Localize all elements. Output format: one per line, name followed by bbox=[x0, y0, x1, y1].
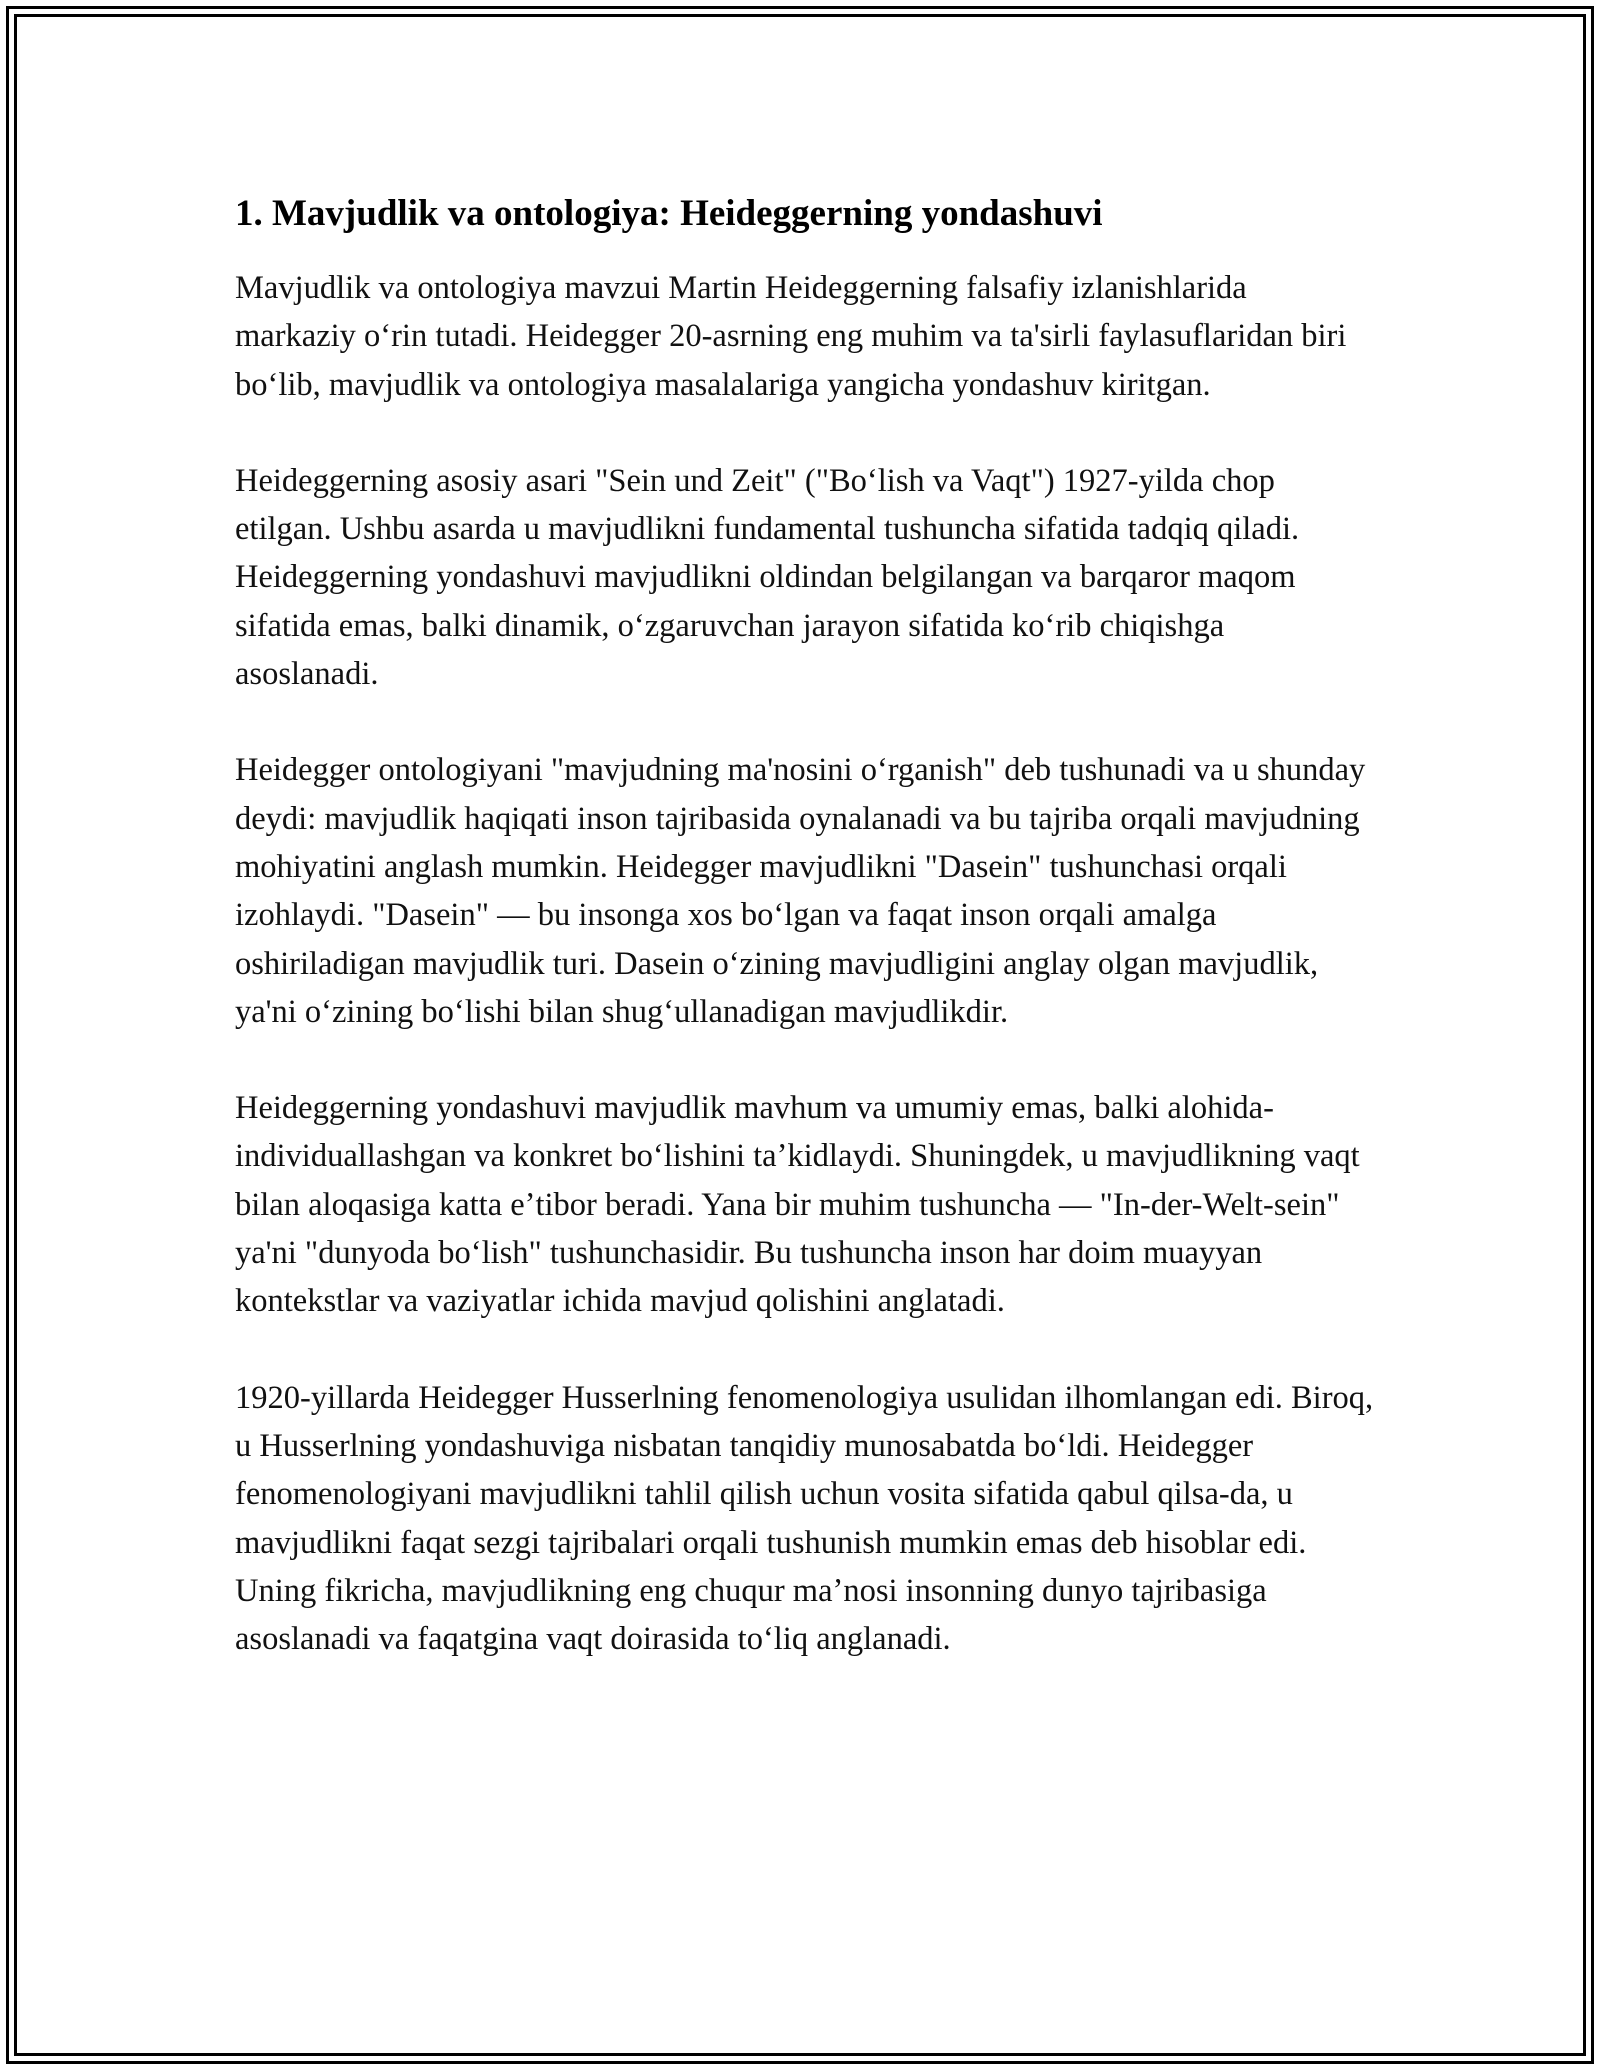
paragraph-1: Mavjudlik va ontologiya mavzui Martin Heideggerning falsafiy izlanishlarida markaziy oʻrin tutadi. Heidegger 20-asrning eng muhim va ta'sirli faylasuflaridan biri boʻlib, mavjudlik va ontologiya masalalariga yangicha yondashuv kiritgan. bbox=[235, 270, 1347, 403]
paragraph-4: Heideggerning yondashuvi mavjudlik mavhum va umumiy emas, balki alohida-individuallashgan va konkret boʻlishini taʼkidlaydi. Shuningdek, u mavjudlikning vaqt bilan aloqasiga katta eʼtibor beradi. Yana bir muhim tushuncha — "In-der-Welt-sein" ya'ni "dunyoda boʻlish" tushunchasidir. Bu tushuncha inson har doim muayyan kontekstlar va vaziyatlar ichida mavjud qolishini anglatadi. bbox=[235, 1090, 1360, 1320]
document-body bbox=[235, 188, 1375, 1711]
paragraph-5: 1920-yillarda Heidegger Husserlning fenomenologiya usulidan ilhomlangan edi. Biroq, u Husserlning yondashuviga nisbatan tanqidiy munosabatda boʻldi. Heidegger fenomenologiyani mavjudlikni tahlil qilish uchun vosita sifatida qabul qilsa-da, u mavjudlikni faqat sezgi tajribalari orqali tushunish mumkin emas deb hisoblar edi. Uning fikricha, mavjudlikning eng chuqur maʼnosi insonning dunyo tajribasiga asoslanadi va faqatgina vaqt doirasida toʻliq anglanadi. bbox=[235, 1379, 1374, 1658]
paragraph-2: Heideggerning asosiy asari "Sein und Zeit" ("Boʻlish va Vaqt") 1927-yilda chop etilgan. Ushbu asarda u mavjudlikni fundamental tushuncha sifatida tadqiq qiladi. Heideggerning yondashuvi mavjudlikni oldindan belgilangan va barqaror maqom sifatida emas, balki dinamik, oʻzgaruvchan jarayon sifatida koʻrib chiqishga asoslanadi. bbox=[235, 462, 1300, 693]
section-title: 1. Mavjudlik va ontologiya: Heideggerning yondashuvi bbox=[235, 193, 1103, 234]
paragraph-3: Heidegger ontologiyani "mavjudning ma'nosini oʻrganish" deb tushunadi va u shunday deydi: mavjudlik haqiqati inson tajribasida oynalanadi va bu tajriba orqali mavjudning mohiyatini anglash mumkin. Heidegger mavjudlikni "Dasein" tushunchasi orqali izohlaydi. "Dasein" — bu insonga xos boʻlgan va faqat inson orqali amalga oshiriladigan mavjudlik turi. Dasein oʻzining mavjudligini anglay olgan mavjudlik, ya'ni oʻzining boʻlishi bilan shugʻullanadigan mavjudlikdir. bbox=[235, 752, 1366, 1030]
